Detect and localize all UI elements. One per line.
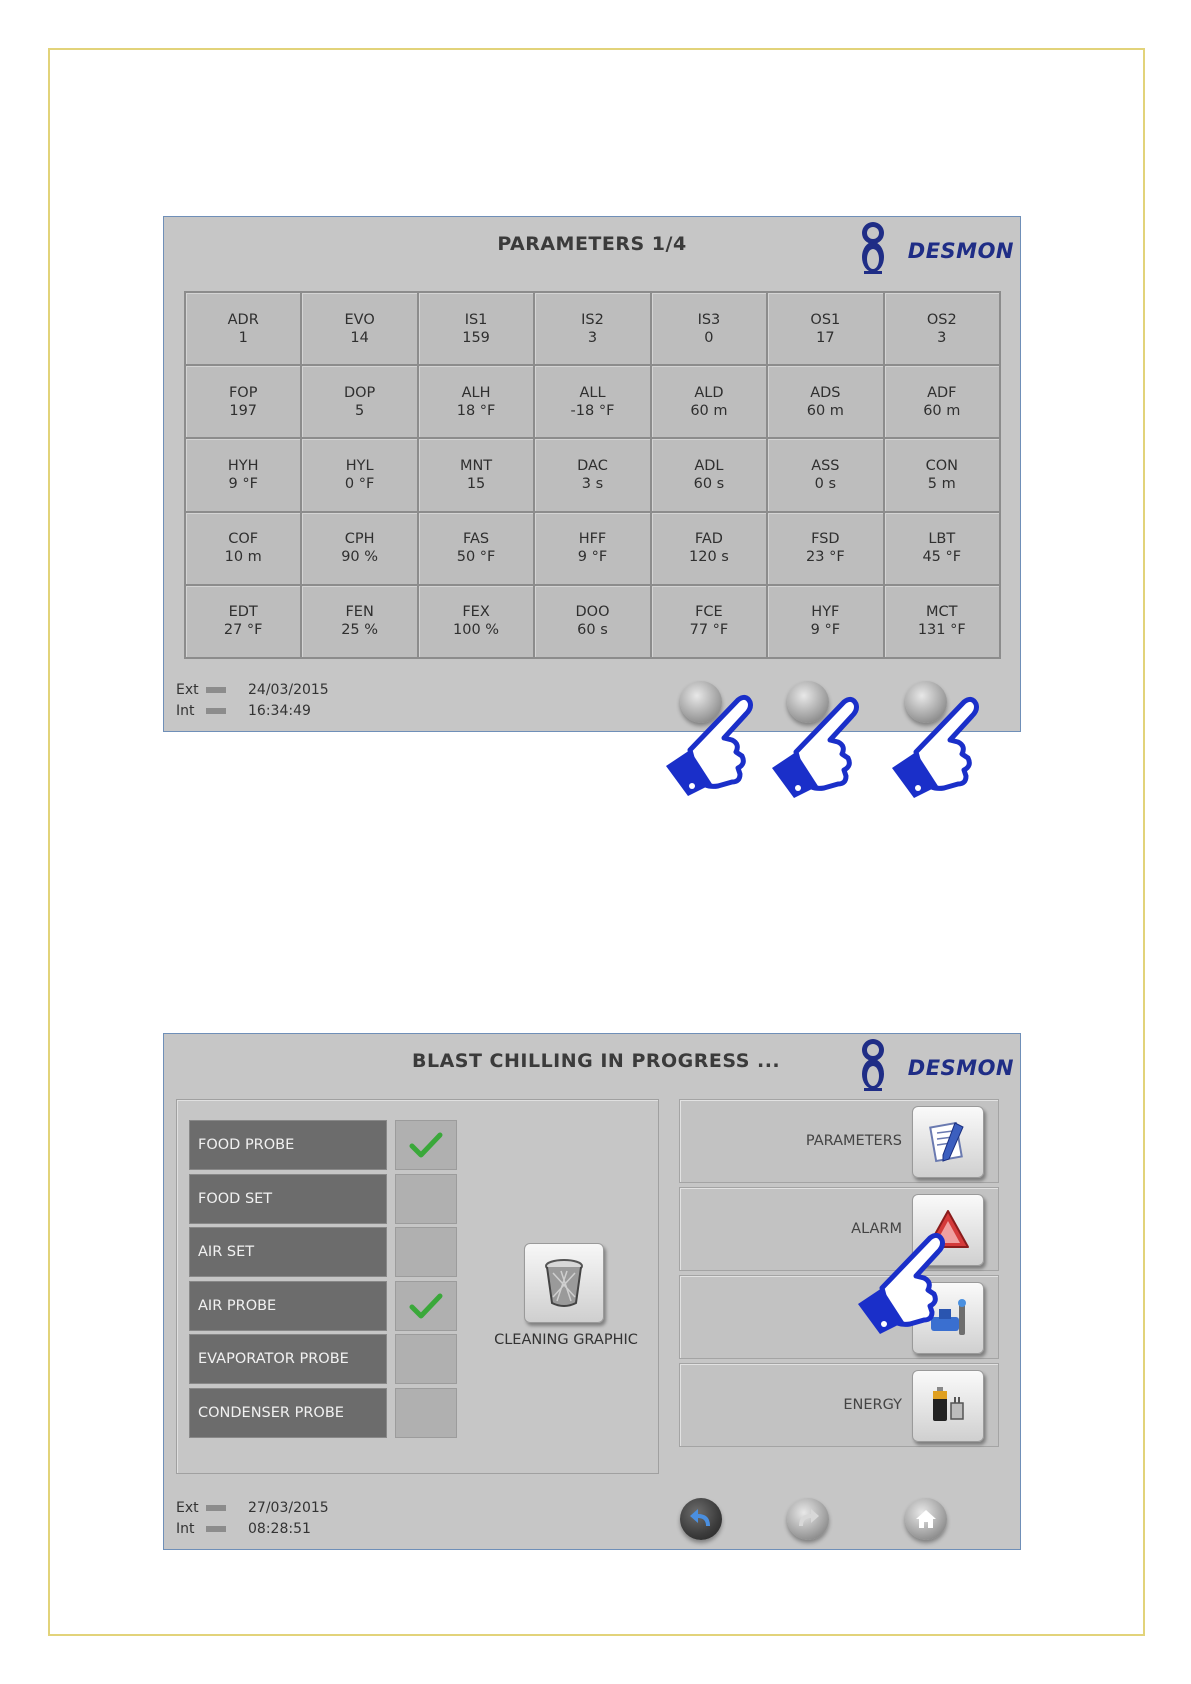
parameter-value: -18 °F	[570, 402, 615, 419]
parameter-code: FCE	[695, 604, 723, 621]
parameter-cell-fas[interactable]	[418, 512, 534, 585]
parameter-value: 23 °F	[806, 549, 845, 566]
parameter-value: 5 m	[927, 475, 956, 492]
parameter-cell-is1[interactable]	[418, 292, 534, 365]
parameter-code: FAS	[462, 531, 490, 548]
parameter-code: FSD	[811, 531, 840, 548]
parameter-cell-fad[interactable]	[651, 512, 767, 585]
parameter-cell-cof[interactable]	[185, 512, 301, 585]
parameter-cell-con[interactable]	[884, 438, 1000, 511]
parameter-cell-fen[interactable]	[301, 585, 417, 658]
parameter-cell-alh[interactable]	[418, 365, 534, 438]
parameter-cell-adr[interactable]	[185, 292, 301, 365]
home-icon	[914, 1508, 938, 1530]
parameter-cell-dac[interactable]	[534, 438, 650, 511]
parameter-code: FEN	[345, 604, 374, 621]
probe-label: EVAPORATOR PROBE	[189, 1334, 387, 1384]
parameter-code: FEX	[462, 604, 490, 621]
parameter-value: 45 °F	[922, 549, 962, 566]
probe-label: AIR SET	[189, 1227, 387, 1277]
parameter-cell-edt[interactable]	[185, 585, 301, 658]
probe-checkbox[interactable]	[395, 1227, 457, 1277]
parameter-code: HYH	[227, 457, 259, 474]
pointing-hand-icon	[886, 692, 990, 800]
parameter-cell-doo[interactable]	[534, 585, 650, 658]
parameter-code: MCT	[926, 604, 958, 621]
parameter-cell-hyf[interactable]	[767, 585, 883, 658]
parameter-code: CPH	[344, 531, 375, 548]
check-icon	[409, 1131, 443, 1159]
parameter-value: 120 s	[689, 549, 729, 566]
desmon-logo	[848, 1036, 1016, 1092]
parameter-code: ASS	[811, 457, 840, 474]
parameter-code: ALD	[694, 384, 724, 401]
parameter-cell-mct[interactable]	[884, 585, 1000, 658]
parameter-cell-ads[interactable]	[767, 365, 883, 438]
int-label: Int	[176, 702, 195, 719]
parameter-cell-cph[interactable]	[301, 512, 417, 585]
parameter-cell-fsd[interactable]	[767, 512, 883, 585]
parameter-value: 159	[462, 329, 490, 346]
parameter-value: 15	[466, 475, 486, 492]
parameter-value: 17	[816, 329, 835, 346]
date-text: 24/03/2015	[248, 681, 329, 698]
parameter-value: 60 m	[690, 402, 728, 419]
forward-button[interactable]	[787, 1498, 829, 1540]
ext-label: Ext	[176, 1499, 199, 1516]
int-label: Int	[176, 1520, 195, 1537]
parameter-cell-os2[interactable]	[884, 292, 1000, 365]
date-text: 27/03/2015	[248, 1499, 329, 1516]
alarm-label: ALARM	[851, 1221, 902, 1237]
parameter-value: 0 °F	[344, 475, 375, 492]
probe-row	[189, 1120, 451, 1170]
parameter-cell-hff[interactable]	[534, 512, 650, 585]
parameters-icon	[912, 1106, 984, 1178]
parameter-code: HYL	[345, 457, 374, 474]
parameter-value: 60 m	[806, 402, 844, 419]
status-footer	[176, 1497, 329, 1539]
pointing-hand-icon	[852, 1228, 956, 1336]
parameter-cell-lbt[interactable]	[884, 512, 1000, 585]
parameter-cell-hyl[interactable]	[301, 438, 417, 511]
parameter-code: HYF	[811, 604, 840, 621]
logo-penguin-icon	[848, 1036, 898, 1092]
parameter-cell-is2[interactable]	[534, 292, 650, 365]
battery-icon	[912, 1370, 984, 1442]
parameter-cell-adl[interactable]	[651, 438, 767, 511]
probe-label: FOOD SET	[189, 1174, 387, 1224]
parameter-code: EVO	[344, 311, 375, 328]
probe-row	[189, 1227, 451, 1277]
back-arrow-icon	[688, 1508, 714, 1530]
pointing-hand-icon	[660, 690, 764, 798]
logo-text: DESMON	[907, 1056, 1014, 1080]
parameter-cell-fop[interactable]	[185, 365, 301, 438]
parameter-code: IS3	[697, 311, 721, 328]
parameter-cell-dop[interactable]	[301, 365, 417, 438]
parameter-value: 131 °F	[917, 622, 966, 639]
parameter-code: MNT	[459, 457, 493, 474]
parameter-value: 60 s	[693, 475, 725, 492]
parameter-value: 60 m	[923, 402, 961, 419]
parameter-value: 27 °F	[223, 622, 263, 639]
ext-indicator	[206, 687, 226, 693]
status-footer	[176, 679, 329, 721]
parameter-value: 5	[355, 402, 365, 419]
parameter-code: FOP	[228, 384, 258, 401]
cleaning-graphic-button[interactable]	[524, 1243, 604, 1323]
probe-checkbox[interactable]	[395, 1388, 457, 1438]
parameters-menu-button[interactable]	[679, 1099, 999, 1183]
parameter-cell-all[interactable]	[534, 365, 650, 438]
probe-panel	[176, 1099, 659, 1474]
probe-checkbox[interactable]	[395, 1281, 457, 1331]
desmon-logo	[848, 219, 1016, 275]
probe-row	[189, 1281, 451, 1331]
parameter-code: COF	[228, 531, 259, 548]
parameters-label: PARAMETERS	[805, 1133, 902, 1149]
parameter-code: IS2	[581, 311, 604, 328]
parameter-value: 77 °F	[689, 622, 729, 639]
check-icon	[409, 1292, 443, 1320]
parameter-value: 0	[704, 329, 714, 346]
parameter-cell-fex[interactable]	[418, 585, 534, 658]
parameter-code: ALH	[461, 384, 491, 401]
probe-row	[189, 1174, 451, 1224]
parameter-cell-ass[interactable]	[767, 438, 883, 511]
forward-arrow-icon	[795, 1508, 821, 1530]
pointing-hand-icon	[766, 692, 870, 800]
parameter-value: 14	[350, 329, 369, 346]
parameter-value: 3	[937, 329, 947, 346]
parameter-cell-ald[interactable]	[651, 365, 767, 438]
probe-label: AIR PROBE	[189, 1281, 387, 1331]
probe-row	[189, 1334, 451, 1384]
energy-menu-button[interactable]	[679, 1363, 999, 1447]
parameter-code: EDT	[228, 604, 258, 621]
probe-label: FOOD PROBE	[189, 1120, 387, 1170]
probe-label: CONDENSER PROBE	[189, 1388, 387, 1438]
screen-title: BLAST CHILLING IN PROGRESS ...	[412, 1050, 781, 1072]
probe-checkbox[interactable]	[395, 1120, 457, 1170]
parameter-value: 25 %	[341, 622, 379, 639]
parameter-value: 60 s	[577, 622, 608, 639]
parameter-value: 3 s	[581, 475, 604, 492]
parameter-code: FAD	[694, 531, 723, 548]
parameter-code: DOP	[343, 384, 376, 401]
parameter-code: HFF	[578, 531, 607, 548]
time-text: 08:28:51	[248, 1520, 311, 1537]
parameter-cell-adf[interactable]	[884, 365, 1000, 438]
parameter-code: ADR	[227, 311, 259, 328]
probe-row	[189, 1388, 451, 1438]
parameter-value: 90 %	[341, 549, 379, 566]
logo-text: DESMON	[907, 239, 1014, 263]
parameter-code: LBT	[928, 531, 956, 548]
parameter-code: ADF	[927, 384, 957, 401]
parameter-cell-fce[interactable]	[651, 585, 767, 658]
parameter-value: 9 °F	[228, 475, 258, 492]
parameter-value: 18 °F	[456, 402, 496, 419]
back-button[interactable]	[680, 1498, 722, 1540]
wastebasket-icon	[541, 1257, 587, 1309]
parameter-code: OS2	[926, 311, 957, 328]
probe-checkbox[interactable]	[395, 1174, 457, 1224]
parameter-code: CON	[925, 457, 958, 474]
energy-label: ENERGY	[843, 1397, 902, 1413]
probe-checkbox[interactable]	[395, 1334, 457, 1384]
parameter-cell-mnt[interactable]	[418, 438, 534, 511]
parameter-value: 9 °F	[810, 622, 841, 639]
parameter-code: DOO	[575, 604, 610, 621]
parameter-code: DAC	[577, 457, 608, 474]
parameter-value: 100 %	[453, 622, 500, 639]
home-button[interactable]	[905, 1498, 947, 1540]
ext-indicator	[206, 1505, 226, 1511]
parameter-code: ADS	[810, 384, 841, 401]
parameter-code: IS1	[464, 311, 488, 328]
parameter-value: 1	[238, 329, 248, 346]
parameter-code: OS1	[810, 311, 841, 328]
parameter-cell-os1[interactable]	[767, 292, 883, 365]
parameter-value: 0 s	[814, 475, 837, 492]
logo-penguin-icon	[848, 219, 898, 275]
parameter-cell-evo[interactable]	[301, 292, 417, 365]
parameter-code: ALL	[579, 384, 606, 401]
parameter-value: 3	[587, 329, 598, 346]
parameter-value: 9 °F	[577, 549, 608, 566]
ext-label: Ext	[176, 681, 199, 698]
time-text: 16:34:49	[248, 702, 311, 719]
parameter-value: 10 m	[224, 549, 262, 566]
parameter-cell-hyh[interactable]	[185, 438, 301, 511]
parameter-cell-is3[interactable]	[651, 292, 767, 365]
parameters-grid	[184, 291, 1001, 659]
cleaning-graphic-label: CLEANING GRAPHIC	[494, 1332, 638, 1348]
screen-title: PARAMETERS 1/4	[497, 233, 687, 255]
parameter-value: 50 °F	[456, 549, 496, 566]
parameter-code: ADL	[694, 457, 724, 474]
int-indicator	[206, 1526, 226, 1532]
int-indicator	[206, 708, 226, 714]
parameter-value: 197	[229, 402, 258, 419]
parameters-screen	[163, 216, 1021, 732]
